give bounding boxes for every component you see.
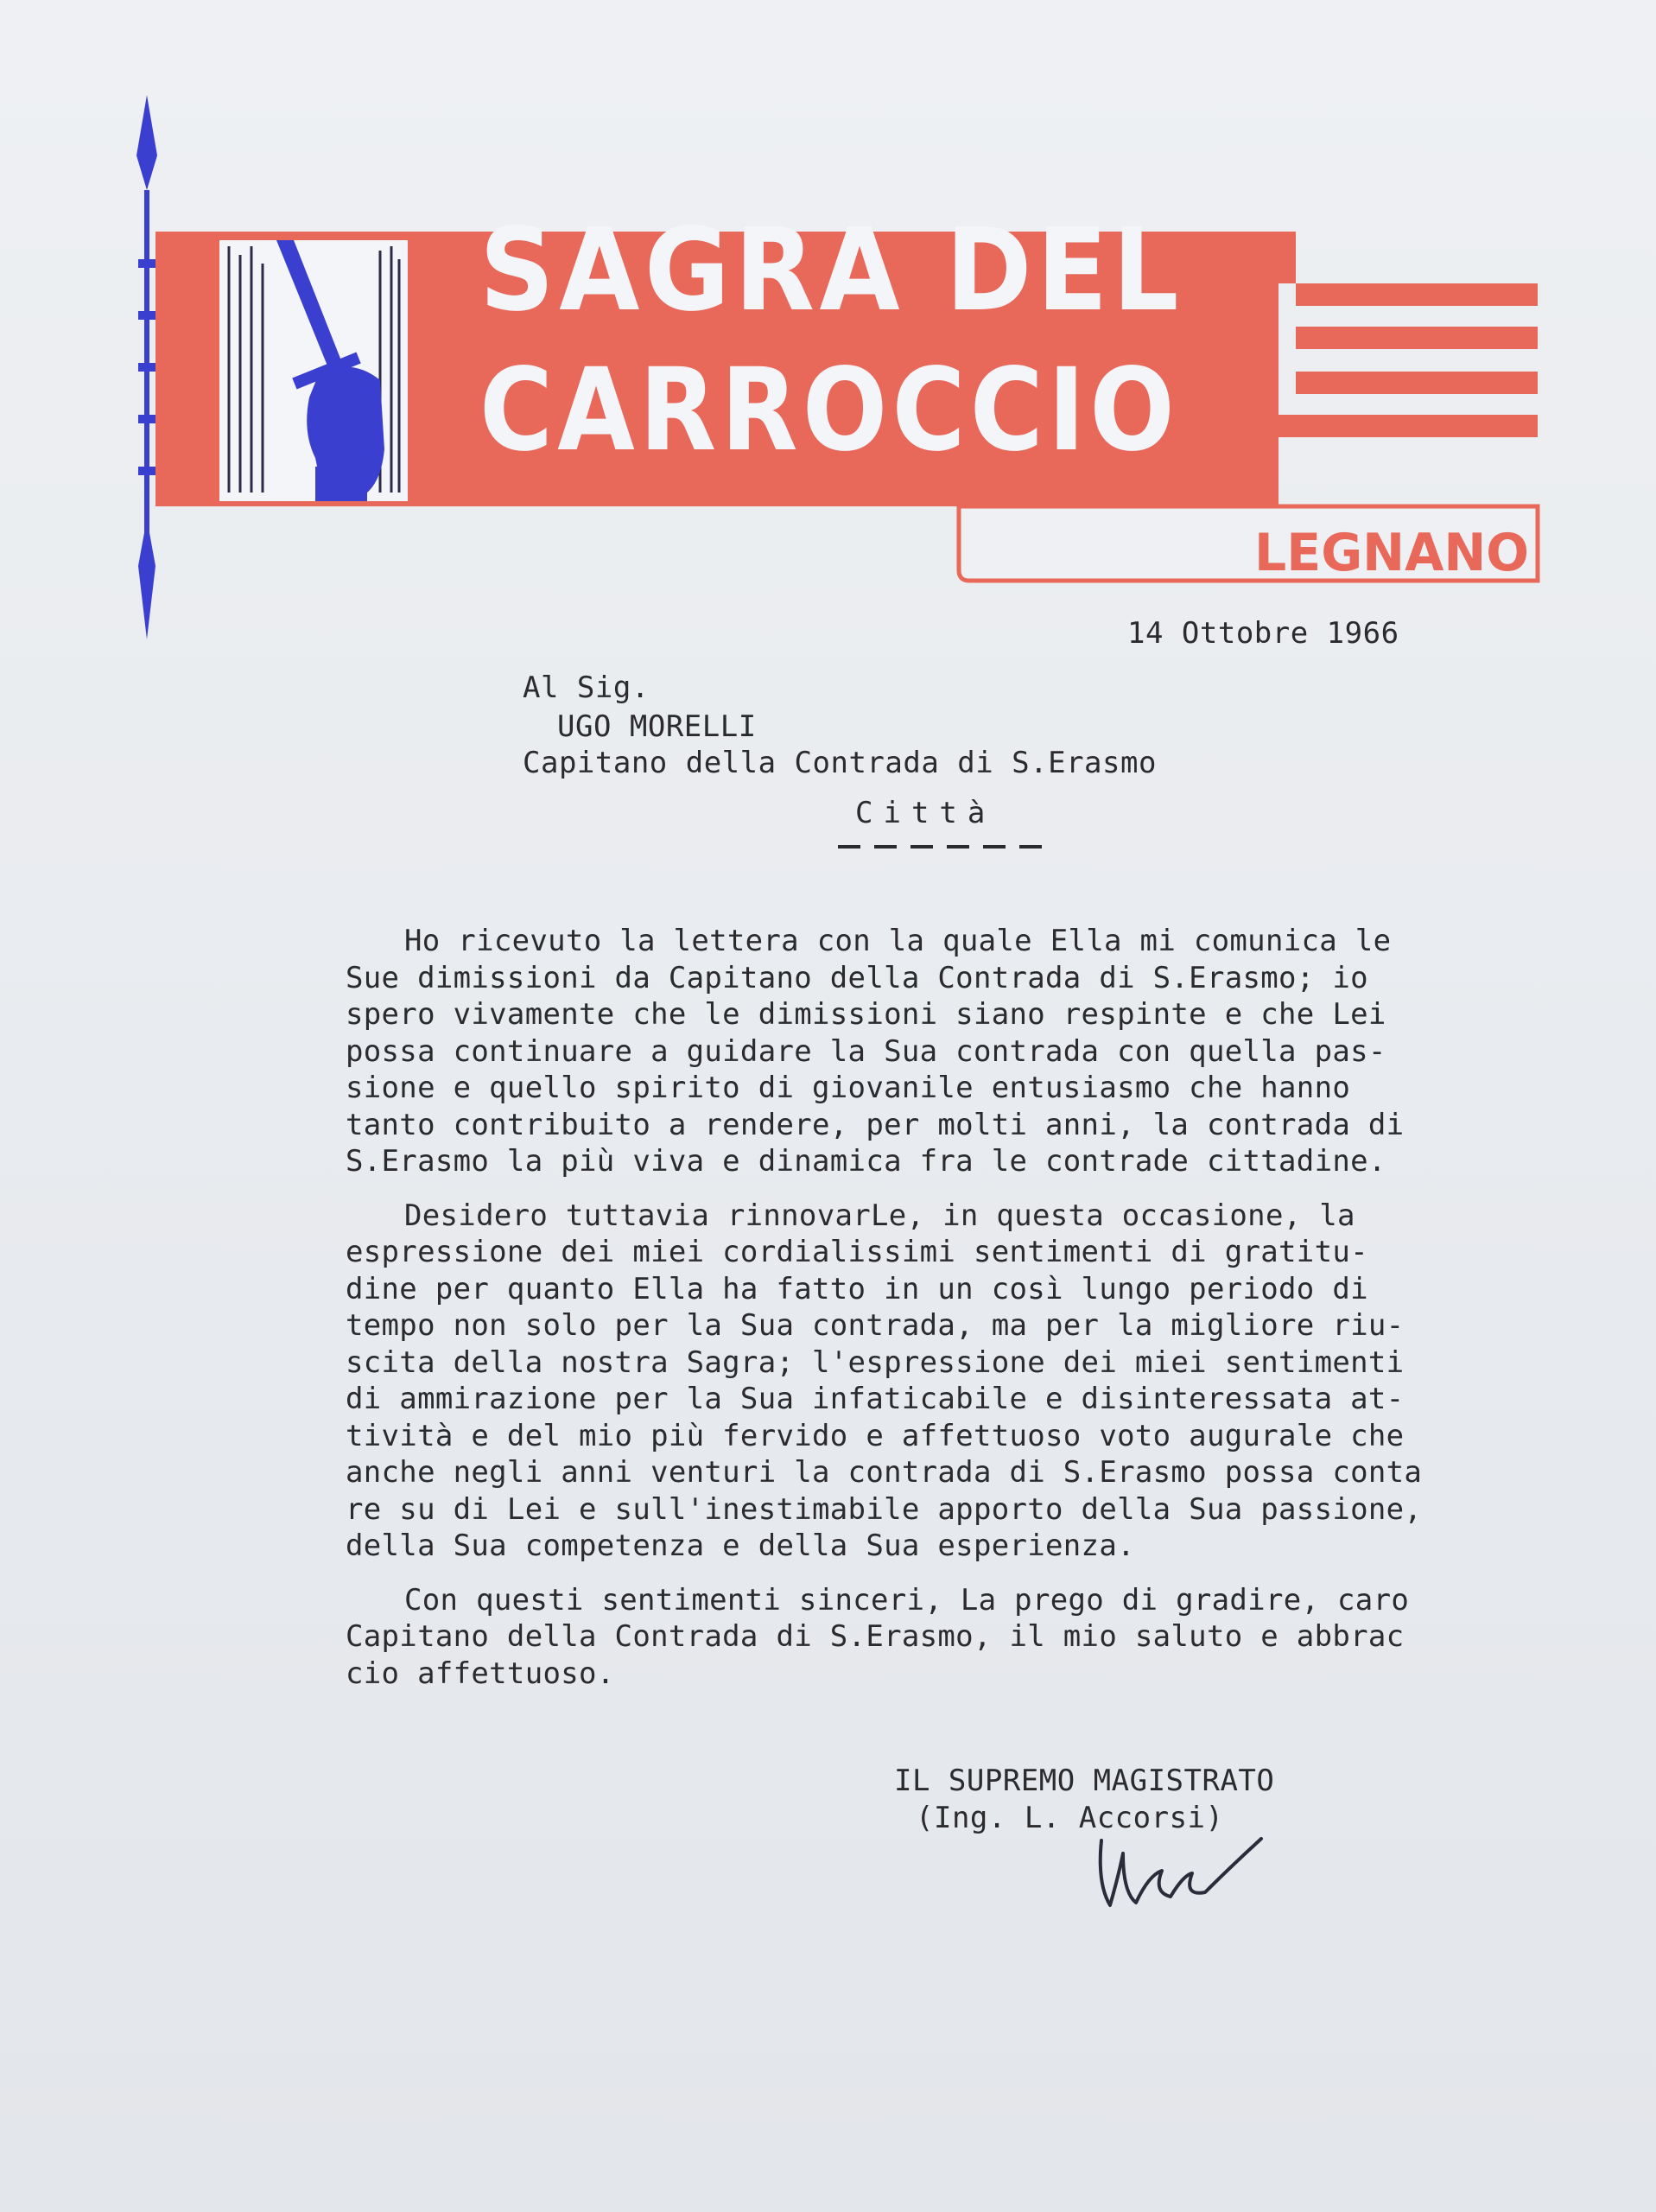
- recipient-city-underline: [838, 845, 1054, 849]
- letterhead-line1: SAGRA DEL: [479, 204, 1183, 337]
- banner-top-stub: [1244, 232, 1296, 283]
- recipient-name: UGO MORELLI: [557, 709, 757, 744]
- spear-bottom: [138, 518, 155, 639]
- letterhead-city: LEGNANO: [1254, 523, 1529, 583]
- body-line: dine per quanto Ella ha fatto in un così lungo periodo di: [346, 1271, 1368, 1306]
- body-line: spero vivamente che le dimissioni siano respinte e che Lei: [346, 997, 1386, 1032]
- body-line: della Sua competenza e della Sua esperienza.: [346, 1529, 1135, 1563]
- body-line: re su di Lei e sull'inestimabile apporto della Sua passione,: [346, 1491, 1423, 1527]
- body-line: Ho ricevuto la lettera con la quale Ella mi comunica le: [404, 924, 1392, 958]
- body-line: Desidero tuttavia rinnovarLe, in questa occasione, la: [404, 1198, 1355, 1233]
- paragraph-3: [346, 1582, 1486, 1693]
- body-line: anche negli anni venturi la contrada di S.Erasmo possa conta: [346, 1455, 1423, 1490]
- recipient-city: Città: [855, 796, 996, 830]
- body-line: espressione dei miei cordialissimi sentimenti di gratitu-: [346, 1235, 1368, 1269]
- signature-name: (Ing. L. Accorsi): [916, 1801, 1224, 1835]
- letter-date: 14 Ottobre 1966: [1127, 616, 1399, 651]
- letterhead: [121, 86, 1546, 657]
- body-line: Sue dimissioni da Capitano della Contrada di S.Erasmo; io: [346, 960, 1368, 995]
- body-line: Capitano della Contrada di S.Erasmo, il mio saluto e abbrac: [346, 1619, 1405, 1654]
- body-line: di ammirazione per la Sua infaticabile e disinteressata at-: [346, 1382, 1405, 1416]
- signature-title: IL SUPREMO MAGISTRATO: [894, 1764, 1275, 1798]
- body-line: possa continuare a guidare la Sua contrada con quella pas-: [346, 1033, 1386, 1069]
- paragraph-2: [346, 1198, 1486, 1565]
- body-line: tanto contribuito a rendere, per molti anni, la contrada di: [346, 1107, 1405, 1142]
- body-line: tempo non solo per la Sua contrada, ma per la migliore riu-: [346, 1308, 1405, 1343]
- body-line: sione e quello spirito di giovanile entusiasmo che hanno: [346, 1071, 1351, 1105]
- letter-body: [346, 923, 1486, 1692]
- paragraph-1: [346, 923, 1486, 1180]
- recipient-title: Capitano della Contrada di S.Erasmo: [523, 746, 1157, 780]
- letterhead-line2: CARROCCIO: [479, 344, 1179, 477]
- body-line: S.Erasmo la più viva e dinamica fra le contrade cittadine.: [346, 1144, 1386, 1179]
- handwritten-signature: [1084, 1823, 1274, 1922]
- body-line: tività e del mio più fervido e affettuoso voto augurale che: [346, 1418, 1405, 1453]
- spear-top: [136, 95, 157, 190]
- recipient-salutation: Al Sig.: [523, 671, 650, 705]
- body-line: scita della nostra Sagra; l'espressione dei miei sentimenti: [346, 1344, 1405, 1380]
- body-line: Con questi sentimenti sinceri, La prego di gradire, caro: [404, 1582, 1410, 1618]
- body-line: cio affettuoso.: [346, 1656, 615, 1691]
